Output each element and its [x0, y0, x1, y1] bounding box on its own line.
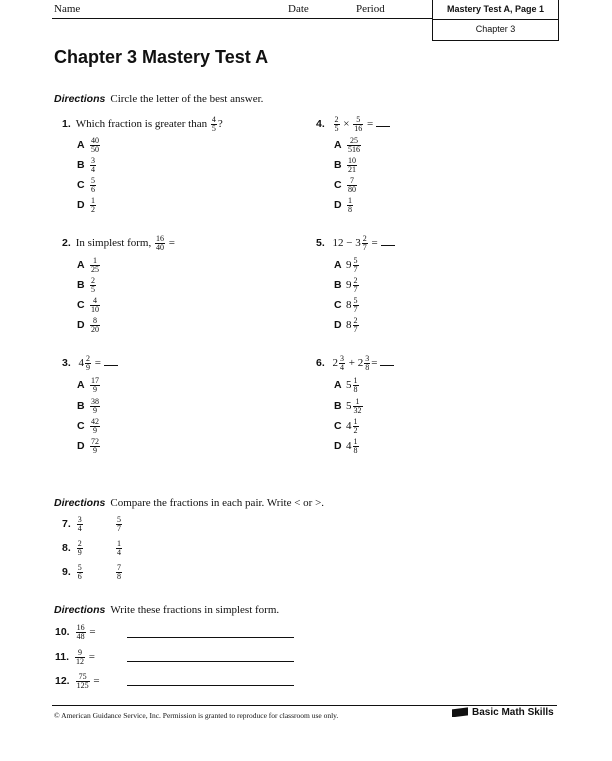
option-5c[interactable]: C 8 $\frac{5}{7}$	[334, 296, 358, 314]
option-4d[interactable]: D $\frac{1}{8}$	[334, 196, 352, 214]
option-1c[interactable]: C $\frac{5}{6}$	[77, 176, 95, 194]
question-text: Which fraction is greater than	[75, 118, 208, 131]
brand-name: Basic Math Skills	[472, 707, 554, 718]
directions-1	[54, 93, 263, 105]
option-2d[interactable]: D $\frac{8}{20}$	[77, 316, 99, 334]
compare-item-8: 8. $\frac{2}{9}$	[62, 539, 82, 557]
footer-rule	[52, 705, 557, 706]
simplify-item-12: 12. $\frac{75}{125}$ =	[55, 672, 100, 690]
directions-label: Directions	[54, 497, 106, 509]
footer-brand	[452, 707, 554, 718]
directions-text: Circle the letter of the best answer.	[110, 93, 264, 105]
question-text: In simplest form,	[75, 237, 152, 250]
option-5d[interactable]: D 8 $\frac{2}{7}$	[334, 316, 358, 334]
page-title: Chapter 3 Mastery Test A	[54, 47, 269, 67]
question-2: 2. In simplest form, $\frac{16}{40}$ =	[62, 234, 175, 252]
option-4c[interactable]: C $\frac{7}{80}$	[334, 176, 356, 194]
book-logo-icon	[452, 707, 468, 717]
directions-label: Directions	[54, 93, 106, 105]
option-3a[interactable]: A $\frac{17}{9}$	[77, 376, 99, 394]
answer-blank[interactable]	[104, 356, 118, 366]
test-id-box	[432, 0, 559, 41]
question-number: 1.	[62, 118, 71, 131]
test-id-chapter: Chapter 3	[475, 24, 516, 34]
option-6b[interactable]: B 5 $\frac{1}{32}$	[334, 397, 362, 415]
option-5b[interactable]: B 9 $\frac{2}{7}$	[334, 276, 358, 294]
copyright-notice: © American Guidance Service, Inc. Permission is granted to reproduce for classroom use only.	[54, 711, 339, 720]
name-label: Name	[54, 3, 81, 15]
answer-blank[interactable]	[380, 356, 394, 366]
compare-fraction-7b: $\frac{5}{7}$	[117, 515, 121, 533]
option-1d[interactable]: D $\frac{1}{2}$	[77, 196, 95, 214]
answer-blank[interactable]	[381, 236, 395, 246]
answer-blank[interactable]	[376, 117, 390, 127]
option-6a[interactable]: A 5 $\frac{1}{8}$	[334, 376, 358, 394]
simplify-item-10: 10. $\frac{16}{48}$ =	[55, 623, 96, 641]
option-1a[interactable]: A $\frac{40}{50}$	[77, 136, 99, 154]
answer-line-11[interactable]	[127, 661, 294, 662]
directions-text: Write these fractions in simplest form.	[110, 604, 280, 616]
question-number: 4.	[316, 118, 325, 131]
date-label: Date	[288, 3, 309, 15]
question-number: 6.	[316, 357, 325, 370]
option-4b[interactable]: B $\frac{10}{21}$	[334, 156, 356, 174]
option-4a[interactable]: A $\frac{25}{516}$	[334, 136, 360, 154]
option-3b[interactable]: B $\frac{38}{9}$	[77, 397, 99, 415]
answer-line-12[interactable]	[127, 685, 294, 686]
question-number: 5.	[316, 237, 325, 250]
compare-item-9: 9. $\frac{5}{6}$	[62, 563, 82, 581]
fraction: $\frac{4}{5}$	[211, 115, 216, 133]
option-2a[interactable]: A $\frac{1}{25}$	[77, 256, 99, 274]
test-id-title: Mastery Test A, Page 1	[433, 0, 558, 20]
directions-label: Directions	[54, 604, 106, 616]
question-number: 2.	[62, 237, 71, 250]
option-6d[interactable]: D 4 $\frac{1}{8}$	[334, 437, 358, 455]
option-2b[interactable]: B $\frac{2}{5}$	[77, 276, 95, 294]
option-2c[interactable]: C $\frac{4}{10}$	[77, 296, 99, 314]
compare-fraction-9b: $\frac{7}{8}$	[117, 563, 121, 581]
option-3d[interactable]: D $\frac{72}{9}$	[77, 437, 99, 455]
option-6c[interactable]: C 4 $\frac{1}{2}$	[334, 417, 358, 435]
compare-fraction-8b: $\frac{1}{4}$	[117, 539, 121, 557]
directions-text: Compare the fractions in each pair. Write < or >.	[110, 497, 325, 509]
answer-line-10[interactable]	[127, 637, 294, 638]
header-rule	[52, 18, 432, 19]
directions-2	[54, 497, 324, 509]
option-5a[interactable]: A 9 $\frac{5}{7}$	[334, 256, 358, 274]
question-1: 1. Which fraction is greater than $\frac{4}{5}$ ?	[62, 115, 223, 133]
directions-3	[54, 604, 279, 616]
period-label: Period	[356, 3, 385, 15]
question-6: 6. 2 $\frac{3}{4}$ + 2 $\frac{3}{8}$ =	[316, 355, 394, 372]
compare-item-7: 7. $\frac{3}{4}$	[62, 515, 82, 533]
option-1b[interactable]: B $\frac{3}{4}$	[77, 156, 95, 174]
question-number: 3.	[62, 357, 71, 370]
question-5: 5. 12 − 3 $\frac{2}{7}$ =	[316, 235, 395, 252]
option-3c[interactable]: C $\frac{42}{9}$	[77, 417, 99, 435]
question-3: 3. 4 $\frac{2}{9}$ =	[62, 355, 118, 372]
question-4: 4. $\frac{2}{5}$ × $\frac{5}{16}$ =	[316, 116, 390, 133]
simplify-item-11: 11. $\frac{9}{12}$ =	[55, 648, 95, 666]
